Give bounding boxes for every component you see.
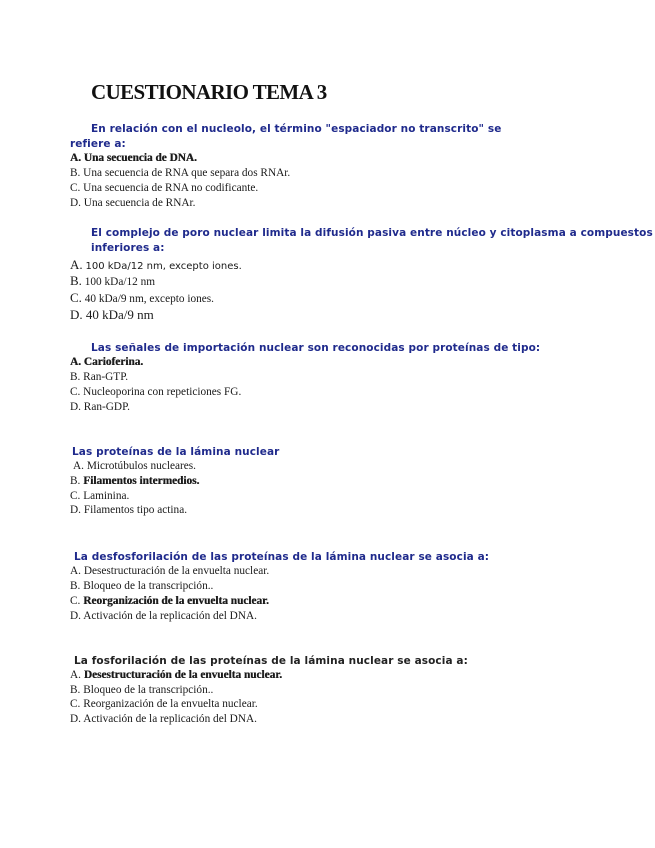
question-6-option-a-letter: A. xyxy=(70,669,81,681)
question-5-option-d-letter: D. xyxy=(70,610,81,622)
question-2-option-a xyxy=(70,258,242,274)
page-title: CUESTIONARIO TEMA 3 xyxy=(91,80,327,104)
question-6-option-b-text: Bloqueo de la transcripción.. xyxy=(83,684,214,696)
question-2-option-b-letter: B. xyxy=(70,273,82,288)
question-4-option-a xyxy=(70,459,196,473)
question-2-option-a-text: 100 kDa/12 nm, excepto iones. xyxy=(85,261,242,272)
question-2-option-d xyxy=(70,308,154,322)
question-5-option-d xyxy=(70,609,257,623)
question-5-option-a-letter: A. xyxy=(70,565,81,577)
question-1-option-d: D. Una secuencia de RNAr. xyxy=(70,197,196,209)
question-6-option-d-letter: D. xyxy=(70,713,81,725)
question-4-option-a-letter: A. xyxy=(73,460,84,472)
question-4-option-a-text: Microtúbulos nucleares. xyxy=(86,460,196,472)
question-3-option-a: A. Carioferina. xyxy=(70,356,144,368)
question-1-text-line1: En relación con el nucleolo, el término "espaciador no transcrito" se xyxy=(91,123,502,135)
question-3-option-b: B. Ran-GTP. xyxy=(70,371,129,383)
question-6-option-d-text: Activación de la replicación del DNA. xyxy=(83,713,257,725)
question-4-option-b-text: Filamentos intermedios. xyxy=(83,475,200,487)
question-4-option-c xyxy=(70,489,129,503)
question-2-option-c-letter: C. xyxy=(70,290,82,305)
question-2-option-c xyxy=(70,291,214,306)
question-6-option-c xyxy=(70,697,258,711)
question-5-option-c xyxy=(70,594,269,608)
question-1-option-b: B. Una secuencia de RNA que separa dos RNAr. xyxy=(70,167,291,179)
question-2-option-b-text: 100 kDa/12 nm xyxy=(84,276,156,288)
question-6-option-c-letter: C. xyxy=(70,698,81,710)
question-3-option-c: C. Nucleoporina con repeticiones FG. xyxy=(70,386,242,398)
question-6-option-d xyxy=(70,712,257,726)
question-4-option-b xyxy=(70,474,199,488)
question-2-option-d-letter: D. xyxy=(70,307,83,322)
question-1-text-line2: refiere a: xyxy=(70,138,126,150)
question-5-option-b xyxy=(70,579,213,593)
question-4-option-d xyxy=(70,503,187,517)
question-5-option-b-text: Bloqueo de la transcripción.. xyxy=(83,580,214,592)
question-2-text-line1: El complejo de poro nuclear limita la difusión pasiva entre núcleo y citoplasma a compuestos xyxy=(91,227,653,239)
question-2-option-a-letter: A. xyxy=(70,257,83,272)
question-1-option-c: C. Una secuencia de RNA no codificante. xyxy=(70,182,259,194)
question-5-option-c-text: Reorganización de la envuelta nuclear. xyxy=(83,595,269,607)
question-2-option-c-text: 40 kDa/9 nm, excepto iones. xyxy=(84,293,215,305)
question-4-option-b-letter: B. xyxy=(70,475,81,487)
question-6-option-c-text: Reorganización de la envuelta nuclear. xyxy=(83,698,258,710)
question-3-text: Las señales de importación nuclear son reconocidas por proteínas de tipo: xyxy=(91,342,541,354)
question-5-option-a xyxy=(70,564,269,578)
question-6-option-a-text: Desestructuración de la envuelta nuclear. xyxy=(83,669,283,681)
question-4-option-c-letter: C. xyxy=(70,490,81,502)
question-5-option-c-letter: C. xyxy=(70,595,81,607)
question-4-option-c-text: Laminina. xyxy=(83,490,130,502)
question-2-text-line2: inferiores a: xyxy=(91,242,165,254)
question-4-option-d-text: Filamentos tipo actina. xyxy=(83,504,188,516)
question-2-option-d-text: 40 kDa/9 nm xyxy=(85,307,154,322)
question-4-text: Las proteínas de la lámina nuclear xyxy=(72,446,280,458)
question-6-option-a xyxy=(70,668,282,682)
question-6-option-b xyxy=(70,683,213,697)
question-5-option-d-text: Activación de la replicación del DNA. xyxy=(83,610,257,622)
question-1-option-a: A. Una secuencia de DNA. xyxy=(70,152,197,164)
question-5-option-b-letter: B. xyxy=(70,580,81,592)
question-3-option-d: D. Ran-GDP. xyxy=(70,401,130,413)
question-6-option-b-letter: B. xyxy=(70,684,81,696)
question-4-option-d-letter: D. xyxy=(70,504,81,516)
question-6-text: La fosforilación de las proteínas de la lámina nuclear se asocia a: xyxy=(74,655,468,667)
question-2-option-b xyxy=(70,274,155,289)
question-5-text: La desfosforilación de las proteínas de la lámina nuclear se asocia a: xyxy=(74,551,490,563)
question-5-option-a-text: Desestructuración de la envuelta nuclear. xyxy=(83,565,270,577)
